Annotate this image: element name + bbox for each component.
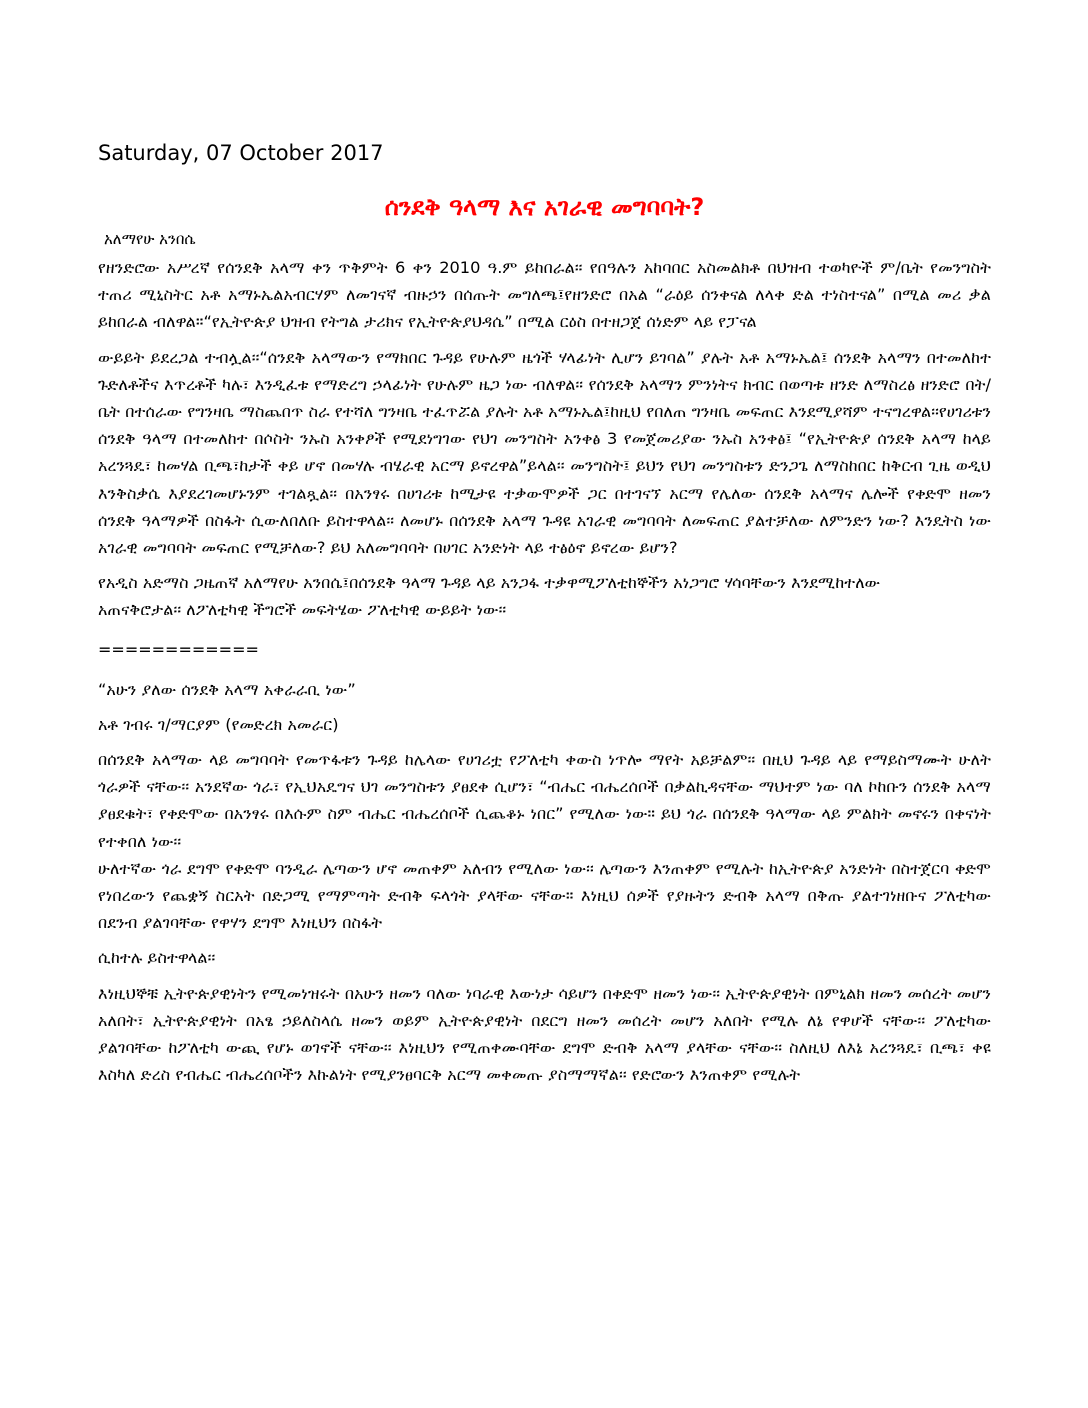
article-page: [98, 138, 991, 1088]
interview-quote: “አሁን ያለው ሰንደቅ አላማ አቀራራቢ ነው”: [98, 679, 356, 699]
paragraph-4: አጠናቅሮታል፡፡ ለፖለቲካዊ ችግሮች መፍትሄው ፖለቲካዊ ውይይት ነው፡፡: [98, 600, 507, 620]
post-date: Saturday, 07 October 2017: [98, 141, 384, 165]
article-title: ሰንደቅ ዓላማ እና አገራዊ መግባባት?: [384, 193, 705, 221]
paragraph-1: የዘንድሮው አሥረኛ የሰንደቅ አላማ ቀን ጥቅምት 6 ቀን 2010 ዓ.ም ይከበራል፡፡ የበዓሉን አከባበር አስመልክቶ በህዝብ ተወካዮች ም/ቤት የመንግስት ተጠሪ ሚኒስትር አቶ አማኑኤልአብርሃም ለመገናኛ ብዙኃን በሰጡት መግለጫ፤የዘንድሮ በአል “ራዕይ ሰንቀናል ለላቀ ድል ተነስተናል” በሚል መሪ ቃል ይከበራል ብለዋል።“የኢትዮጵያ ህዝብ የትግል ታሪክና የኢትዮጵያህዳሴ” በሚል ርዕስ በተዘጋጀ ሰነድም ላይ የፓናል: [98, 258, 992, 332]
paragraph-2: ውይይት ይደረጋል ተብሏል፡፡“ሰንደቅ አላማውን የማክበር ጉዳይ የሁሉም ዜጎች ሃላፊነት ሊሆን ይገባል” ያሉት አቶ አማኑኤል፤ ሰንደቅ አላማን በተመለከተ ጉድለቶችና እጥረቶች ካሉ፣ እንዲፈቱ የማድረግ ኃላፊነት የሁሉም ዜጋ ነው ብለዋል፡፡ የሰንደቅ አላማን ምንነትና ክብር በወጣቱ ዘንድ ለማስረፅ ዘንድሮ በት/ቤት በተሰራው የግንዛቤ ማስጨበጥ ስራ የተሻለ ግንዛቤ ተፈጥሯል ያሉት አቶ አማኑኤል፤ከዚህ የበለጠ ግንዛቤ መፍጠር እንደሚያሻም ተናግረዋል፡፡የሀገሪቱን ሰንደቅ ዓላማ በተመለከተ በሶስት ንኡስ አንቀፆች የሚደነግገው የህገ መንግስት አንቀፅ 3 የመጀመሪያው ንኡስ አንቀፅ፤ “የኢትዮጵያ ሰንደቅ አላማ ከላይ አረንጓዴ፣ ከመሃል ቢጫ፣ከታች ቀይ ሆኖ በመሃሉ ብሄራዊ አርማ ይኖረዋል”ይላል፡፡ መንግስት፤ ይህን የህገ መንግስቱን ድንጋጌ ለማስከበር ከቅርብ ጊዜ ወዲህ እንቅስቃሴ እያደረገመሆኑንም ተገልጿል፡፡ በአንፃሩ በሀገሪቱ ከሚታዩ ተቃውሞዎች ጋር በተገናኘ አርማ የሌለው ሰንደቅ አላማና ሌሎች የቀድሞ ዘመን ሰንደቅ ዓላማዎች በስፋት ሲውለበለቡ ይስተዋላል፡፡ ለመሆኑ በሰንደቅ አላማ ጉዳዩ አገራዊ መግባባት ለመፍጠር ያልተቻለው ለምንድን ነው? እንዴትስ ነው አገራዊ መግባባት መፍጠር የሚቻለው? ይህ አለመግባባት በሀገር አንድነት ላይ ተፅዕኖ ይኖረው ይሆን?: [98, 347, 991, 558]
article-body: [98, 254, 991, 1088]
interviewee-name: አቶ ገብሩ ገ/ማርያም (የመድረክ አመራር): [98, 714, 339, 734]
paragraph-8: እነዚህኞቹ ኢትዮጵያዊነትን የሚመነዝሩት በአሁን ዘመን ባለው ነባራዊ እውነታ ሳይሆን በቀድሞ ዘመን ነው፡፡ ኢትዮጵያዊነት በምኒልክ ዘመን መሰረት መሆን አለበት፣ ኢትዮጵያዊነት በአፄ ኃይለስላሴ ዘመን ወይም ኢትዮጵያዊነት በደርግ ዘመን መሰረት መሆን አለበት የሚሉ ለኔ የዋሆች ናቸው፡፡ ፖለቲካው ያልገባቸው ከፖለቲካ ውጪ የሆኑ ወገኖች ናቸው፡፡ እነዚህን የሚጠቀሙባቸው ደግሞ ድብቅ አላማ ያላቸው ናቸው፡፡ ስለዚህ ለእኔ አረንጓዴ፣ ቢጫ፣ ቀዩ እስካለ ድረስ የብሔር ብሔረሰቦችን እኩልነት የሚያንፀባርቅ አርማ መቀመጡ ያስማማኛል፡፡ የድሮውን እንጠቀም የሚሉት: [98, 983, 991, 1085]
paragraph-6: ሁለተኛው ጎራ ደግሞ የቀድሞ ባንዲራ ሌጣውን ሆኖ መጠቀም አለብን የሚለው ነው፡፡ ሌጣውን እንጠቀም የሚሉት ከኢትዮጵያ አንድነት በስተጀርባ ቀድሞ የነበረውን የጨቋኝ ስርአት በድጋሚ የማምጣት ድብቅ ፍላጎት ያላቸው ናቸው። እነዚህ ሰዎች የያዙትን ድብቅ አላማ በቅጡ ያልተገነዘቡና ፖለቲካው በደንብ ያልገባቸው የዋሃን ደግሞ እነዚህን በስፋት: [98, 858, 991, 933]
author-name: አለማየሁ አንበሴ: [104, 230, 196, 248]
section-separator: ============: [98, 639, 259, 659]
paragraph-5: በሰንደቅ አላማው ላይ መግባባት የመጥፋቱን ጉዳይ ከሌላው የሀገሪቷ የፖለቲካ ቀውስ ነጥሎ ማየት አይቻልም፡፡ በዚህ ጉዳይ ላይ የማይስማሙት ሁለት ጎራዎች ናቸው፡፡ አንደኛው ጎራ፣ የኢህአዴግና ህገ መንግስቱን ያፀደቀ ሲሆን፣ “ብሔር ብሔረሰቦች በቃልኪዳናቸው ማህተም ነው ባለ ኮከቡን ሰንደቅ አላማ ያፀደቁት፣ የቀድሞው በአንፃሩ በእሱም ስም ብሔር ብሔረሰቦች ሲጨቆኑ ነበር” የሚለው ነው። ይህ ጎራ በሰንደቅ ዓላማው ላይ ምልክት መኖሩን በቀናነት የተቀበለ ነው፡፡: [98, 750, 991, 851]
paragraph-7: ሲከተሉ ይስተዋላል፡፡: [98, 948, 216, 968]
paragraph-3: የአዲስ አድማስ ጋዜጠኛ አለማየሁ አንበሴ፤በሰንደቅ ዓላማ ጉዳይ ላይ አንጋፋ ተቃዋሚፖለቲከኞችን አነጋግሮ ሃሳባቸውን እንደሚከተለው: [98, 573, 881, 593]
